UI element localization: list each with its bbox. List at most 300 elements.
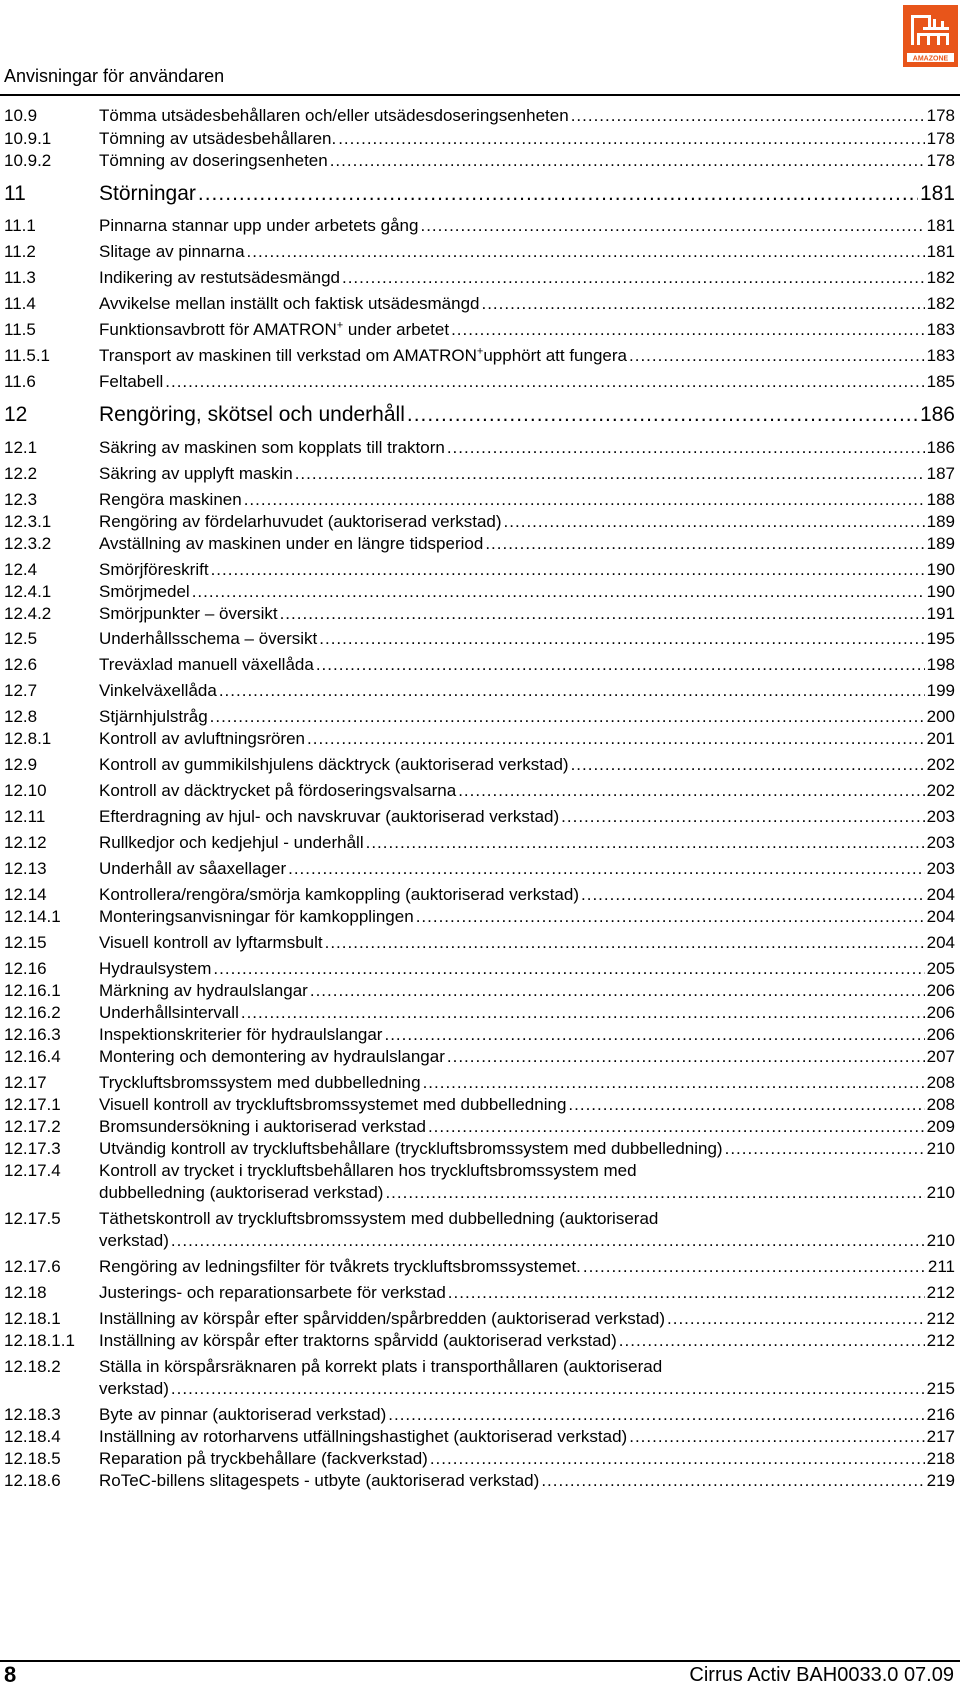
toc-entry-title-text: Inställning av körspår efter spårvidden/spårbredden (auktoriserad verkstad) bbox=[99, 1309, 666, 1328]
toc-entry-number: 12.18.5 bbox=[4, 1449, 61, 1468]
toc-entry-title-text: Kontrollera/rengöra/smörja kamkoppling (auktoriserad verkstad) bbox=[99, 885, 579, 904]
toc-entry[interactable] bbox=[0, 149, 955, 173]
toc-entry-continuation[interactable] bbox=[0, 1229, 955, 1253]
toc-entry-page: 204 bbox=[926, 885, 955, 904]
toc-entry-title-text: Rengöring, skötsel och underhåll bbox=[99, 403, 405, 426]
toc-entry-title bbox=[99, 104, 569, 128]
toc-entry-number: 12.4.1 bbox=[4, 582, 52, 601]
toc-entry-title-line bbox=[99, 401, 955, 429]
toc-entry-title-line bbox=[99, 1281, 955, 1305]
toc-entry-title-text: Underhåll av såaxellager bbox=[99, 859, 287, 878]
toc-entry-title bbox=[99, 1469, 539, 1493]
toc-entry-page: 201 bbox=[926, 729, 955, 748]
toc-entry-title-text: verkstad) bbox=[99, 1231, 169, 1250]
toc-entry-title-text: Tryckluftsbromssystem med dubbelledning bbox=[99, 1073, 421, 1092]
toc-entry-title bbox=[99, 653, 314, 677]
toc-entry-title-line bbox=[99, 1181, 955, 1205]
toc-entry[interactable] bbox=[0, 510, 955, 534]
toc-entry-title-text: RoTeC-billens slitagespets - utbyte (auktoriserad verkstad) bbox=[99, 1471, 540, 1490]
toc-entry-page: 191 bbox=[926, 604, 955, 623]
toc-entry-page: 200 bbox=[926, 707, 955, 726]
toc-dot-leader bbox=[458, 779, 924, 803]
toc-entry-title bbox=[99, 1403, 386, 1427]
toc-entry-page: 187 bbox=[926, 464, 955, 483]
toc-entry-title bbox=[99, 180, 196, 208]
toc-entry-title bbox=[99, 436, 445, 460]
toc-entry-title bbox=[99, 462, 293, 486]
toc-entry-title-suffix: upphört att fungera bbox=[483, 346, 627, 365]
toc-entry-number: 12.1 bbox=[4, 438, 38, 457]
toc-entry-title bbox=[99, 831, 364, 855]
toc-entry[interactable] bbox=[0, 1255, 955, 1279]
toc-entry-number: 12.17.2 bbox=[4, 1117, 61, 1136]
toc-dot-leader bbox=[423, 1071, 925, 1095]
toc-entry-page: 203 bbox=[926, 807, 955, 826]
toc-entry-page: 204 bbox=[926, 933, 955, 952]
toc-entry-title-text: Rengöring av fördelarhuvudet (auktoriserad verkstad) bbox=[99, 512, 502, 531]
toc-entry-title-text: Täthetskontroll av tryckluftsbromssystem med dubbelledning (auktoriserad bbox=[99, 1209, 659, 1228]
toc-entry[interactable] bbox=[0, 370, 955, 394]
toc-entry-title bbox=[99, 805, 559, 829]
toc-entry-title-line bbox=[99, 653, 955, 677]
toc-entry-title-line bbox=[99, 1115, 955, 1139]
toc-dot-leader bbox=[342, 266, 925, 290]
toc-entry-title bbox=[99, 1377, 169, 1401]
toc-entry-number: 12.15 bbox=[4, 933, 47, 952]
toc-entry-title-text: Feltabell bbox=[99, 372, 164, 391]
toc-entry-title-text: Efterdragning av hjul- och navskruvar (auktoriserad verkstad) bbox=[99, 807, 560, 826]
toc-entry-page: 206 bbox=[926, 1003, 955, 1022]
toc-entry-title-line bbox=[99, 679, 955, 703]
toc-entry-title bbox=[99, 558, 209, 582]
toc-dot-leader bbox=[430, 1447, 925, 1471]
toc-dot-leader bbox=[244, 488, 925, 512]
toc-entry-page: 189 bbox=[926, 534, 955, 553]
toc-entry-title bbox=[99, 905, 414, 929]
toc-entry-page: 185 bbox=[926, 372, 955, 391]
toc-entry[interactable] bbox=[0, 883, 955, 907]
toc-entry[interactable] bbox=[0, 1207, 955, 1231]
toc-entry-title bbox=[99, 370, 163, 394]
toc-entry-page: 186 bbox=[926, 438, 955, 457]
toc-entry-title bbox=[99, 1255, 581, 1279]
toc-entry-title bbox=[99, 1281, 446, 1305]
toc-entry-title-line bbox=[99, 1207, 955, 1231]
toc-entry[interactable] bbox=[0, 1403, 955, 1427]
toc-dot-leader bbox=[581, 883, 925, 907]
toc-entry-page: 178 bbox=[926, 106, 955, 125]
toc-entry[interactable] bbox=[0, 753, 955, 777]
toc-entry-page: 198 bbox=[926, 655, 955, 674]
toc-entry-title-text: Avvikelse mellan inställt och faktisk utsädesmängd bbox=[99, 294, 480, 313]
toc-entry-title-line bbox=[99, 753, 955, 777]
toc-entry-title-text: Transport av maskinen till verkstad om AMATRON bbox=[99, 346, 477, 365]
toc-dot-leader bbox=[338, 127, 924, 151]
toc-entry-title-text: Indikering av restutsädesmängd bbox=[99, 268, 340, 287]
toc-entry-page: 190 bbox=[926, 560, 955, 579]
toc-entry-title-line bbox=[99, 727, 955, 751]
toc-entry-title-line bbox=[99, 1071, 955, 1095]
toc-entry-title-line bbox=[99, 558, 955, 582]
toc-dot-leader bbox=[219, 679, 925, 703]
toc-entry-page: 190 bbox=[926, 582, 955, 601]
toc-entry-title-line bbox=[99, 240, 955, 264]
toc-entry-title-line bbox=[99, 627, 955, 651]
toc-entry-number: 12.18.1.1 bbox=[4, 1331, 75, 1350]
toc-entry[interactable] bbox=[0, 436, 955, 460]
toc-dot-leader bbox=[385, 1181, 924, 1205]
toc-entry-title bbox=[99, 957, 211, 981]
toc-dot-leader bbox=[241, 1001, 925, 1025]
header-title: Anvisningar för användaren bbox=[4, 66, 225, 86]
toc-dot-leader bbox=[619, 1329, 925, 1353]
toc-dot-leader bbox=[198, 180, 918, 208]
toc-entry-title-line bbox=[99, 1255, 955, 1279]
toc-entry[interactable] bbox=[0, 1447, 955, 1471]
toc-entry-title-line bbox=[99, 1137, 955, 1161]
toc-entry-title-text: Hydraulsystem bbox=[99, 959, 212, 978]
toc-entry[interactable] bbox=[0, 1001, 955, 1025]
toc-entry-title bbox=[99, 727, 305, 751]
toc-entry-title bbox=[99, 627, 317, 651]
toc-entry-number: 12.17.4 bbox=[4, 1161, 61, 1180]
toc-entry-number: 12.17.6 bbox=[4, 1257, 61, 1276]
toc-dot-leader bbox=[192, 580, 925, 604]
toc-dot-leader bbox=[583, 1255, 926, 1279]
toc-entry-title-line bbox=[99, 149, 955, 173]
toc-entry-number: 12.9 bbox=[4, 755, 38, 774]
toc-entry-number: 12.14.1 bbox=[4, 907, 61, 926]
toc-entry[interactable] bbox=[0, 240, 955, 264]
toc-entry-superscript: + bbox=[476, 345, 484, 358]
toc-entry-page: 195 bbox=[926, 629, 955, 648]
toc-entry-page: 188 bbox=[926, 490, 955, 509]
toc-dot-leader bbox=[407, 401, 918, 429]
toc-dot-leader bbox=[568, 1093, 924, 1117]
toc-entry-page: 186 bbox=[919, 403, 955, 426]
toc-entry-title-text: Rengöring av ledningsfilter för tvåkrets tryckluftsbromssystemet. bbox=[99, 1257, 581, 1276]
toc-entry-title-text: Utvändig kontroll av tryckluftsbehållare (tryckluftsbromssystem med dubbelledning) bbox=[99, 1139, 723, 1158]
toc-entry-number: 10.9 bbox=[4, 106, 38, 125]
toc-entry-title bbox=[99, 883, 579, 907]
toc-entry-title bbox=[99, 149, 328, 173]
toc-entry-page: 209 bbox=[926, 1117, 955, 1136]
toc-entry-title-line bbox=[99, 857, 955, 881]
toc-entry-title-line bbox=[99, 883, 955, 907]
toc-entry-page: 202 bbox=[926, 781, 955, 800]
toc-entry-title-line bbox=[99, 488, 955, 512]
toc-entry[interactable] bbox=[0, 1093, 955, 1117]
toc-entry-title-text: Tömma utsädesbehållaren och/eller utsädesdoseringsenheten bbox=[99, 106, 569, 125]
toc-entry[interactable] bbox=[0, 532, 955, 556]
toc-entry-number: 12 bbox=[4, 403, 28, 426]
toc-entry-title-text: Kontroll av avluftningsrören bbox=[99, 729, 306, 748]
toc-entry-title-text: Vinkelväxellåda bbox=[99, 681, 217, 700]
toc-entry[interactable] bbox=[0, 344, 955, 368]
toc-entry-number: 11.1 bbox=[4, 216, 36, 235]
toc-entry-page: 189 bbox=[926, 512, 955, 531]
toc-entry-title-text: Märkning av hydraulslangar bbox=[99, 981, 308, 1000]
toc-entry[interactable] bbox=[0, 558, 955, 582]
toc-entry[interactable] bbox=[0, 1115, 955, 1139]
toc-entry[interactable] bbox=[0, 1137, 955, 1161]
toc-entry-page: 178 bbox=[926, 129, 955, 148]
toc-entry-number: 11.2 bbox=[4, 242, 36, 261]
toc-dot-leader bbox=[725, 1137, 925, 1161]
toc-entry[interactable] bbox=[0, 292, 955, 316]
toc-entry-page: 183 bbox=[926, 320, 955, 339]
toc-entry-title-text: Kontroll av gummikilshjulens däcktryck (auktoriserad verkstad) bbox=[99, 755, 569, 774]
toc-entry[interactable] bbox=[0, 705, 955, 729]
toc-entry-title-line bbox=[99, 1159, 955, 1183]
toc-entry[interactable] bbox=[0, 905, 955, 929]
toc-entry-title-text: Reparation på tryckbehållare (fackverkstad) bbox=[99, 1449, 428, 1468]
toc-entry-title-text: Underhållsintervall bbox=[99, 1003, 239, 1022]
toc-entry-title bbox=[99, 979, 308, 1003]
toc-entry[interactable] bbox=[0, 214, 955, 238]
toc-entry[interactable] bbox=[0, 266, 955, 290]
toc-entry-page: 207 bbox=[926, 1047, 955, 1066]
toc-entry-title-text: Kontroll av trycket i tryckluftsbehållaren hos tryckluftsbromssystem med bbox=[99, 1161, 637, 1180]
toc-dot-leader bbox=[541, 1469, 924, 1493]
toc-entry[interactable] bbox=[0, 1045, 955, 1069]
toc-entry-page: 210 bbox=[926, 1231, 955, 1250]
toc-entry-title bbox=[99, 292, 479, 316]
toc-entry-page: 181 bbox=[926, 242, 955, 261]
toc-entry-title bbox=[99, 214, 418, 238]
toc-entry[interactable] bbox=[0, 957, 955, 981]
toc-entry[interactable] bbox=[0, 1329, 955, 1353]
toc-entry-title-text: Justerings- och reparationsarbete för verkstad bbox=[99, 1283, 446, 1302]
toc-entry[interactable] bbox=[0, 104, 955, 128]
toc-entry-title bbox=[99, 679, 217, 703]
toc-entry-title-line bbox=[99, 1229, 955, 1253]
toc-entry-continuation[interactable] bbox=[0, 1377, 955, 1401]
toc-entry-number: 11.4 bbox=[4, 294, 36, 313]
toc-entry[interactable] bbox=[0, 602, 955, 626]
footer-rule bbox=[0, 1660, 960, 1662]
toc-entry[interactable] bbox=[0, 931, 955, 955]
toc-entry-title-line bbox=[99, 1377, 955, 1401]
toc-entry-title-text: Avställning av maskinen under en längre tidsperiod bbox=[99, 534, 484, 553]
toc-entry-title-text: Ställa in körspårsräknaren på korrekt plats i transporthållaren (auktoriserad bbox=[99, 1357, 663, 1376]
toc-entry-title-line bbox=[99, 705, 955, 729]
toc-entry-title-line bbox=[99, 1093, 955, 1117]
footer-document-reference: Cirrus Activ BAH0033.0 07.09 bbox=[689, 1664, 954, 1686]
toc-entry-number: 12.14 bbox=[4, 885, 47, 904]
toc-entry-page: 217 bbox=[926, 1427, 955, 1446]
toc-entry-title-line bbox=[99, 266, 955, 290]
toc-entry-title-text: Visuell kontroll av tryckluftsbromssystemet med dubbelledning bbox=[99, 1095, 567, 1114]
toc-entry-title-text: Kontroll av däcktrycket på fördoseringsvalsarna bbox=[99, 781, 457, 800]
toc-entry[interactable] bbox=[0, 679, 955, 703]
toc-dot-leader bbox=[571, 104, 925, 128]
toc-dot-leader bbox=[448, 1281, 925, 1305]
toc-dot-leader bbox=[171, 1229, 925, 1253]
toc-entry[interactable] bbox=[0, 627, 955, 651]
toc-entry-title bbox=[99, 240, 245, 264]
toc-entry-title-text: Treväxlad manuell växellåda bbox=[99, 655, 314, 674]
toc-dot-leader bbox=[295, 462, 925, 486]
toc-entry-number: 11.3 bbox=[4, 268, 36, 287]
toc-entry-title bbox=[99, 1093, 566, 1117]
toc-entry-title-line bbox=[99, 805, 955, 829]
toc-entry[interactable] bbox=[0, 1281, 955, 1305]
toc-entry-title bbox=[99, 488, 242, 512]
toc-entry-title-text: Störningar bbox=[99, 182, 196, 205]
toc-entry[interactable] bbox=[0, 127, 955, 151]
toc-entry-title bbox=[99, 344, 627, 368]
toc-entry-page: 203 bbox=[926, 833, 955, 852]
toc-entry-number: 12.17.1 bbox=[4, 1095, 61, 1114]
toc-entry-title-line bbox=[99, 104, 955, 128]
toc-dot-leader bbox=[447, 436, 925, 460]
toc-entry-title-line bbox=[99, 831, 955, 855]
toc-dot-leader bbox=[316, 653, 925, 677]
toc-entry-title bbox=[99, 127, 336, 151]
toc-entry[interactable] bbox=[0, 180, 955, 208]
toc-entry-title bbox=[99, 510, 502, 534]
toc-dot-leader bbox=[416, 905, 925, 929]
toc-entry-page: 182 bbox=[926, 268, 955, 287]
toc-dot-leader bbox=[213, 957, 924, 981]
toc-entry-title-text: Tömning av doseringsenheten bbox=[99, 151, 328, 170]
toc-entry[interactable] bbox=[0, 401, 955, 429]
toc-entry[interactable] bbox=[0, 318, 955, 342]
toc-entry[interactable] bbox=[0, 979, 955, 1003]
toc-entry-number: 11.6 bbox=[4, 372, 36, 391]
toc-dot-leader bbox=[165, 370, 924, 394]
svg-text:AMAZONE: AMAZONE bbox=[912, 55, 949, 63]
toc-entry[interactable] bbox=[0, 1307, 955, 1331]
toc-entry-title bbox=[99, 401, 405, 429]
toc-entry-number: 10.9.1 bbox=[4, 129, 52, 148]
toc-dot-leader bbox=[481, 292, 924, 316]
toc-entry-title bbox=[99, 1115, 426, 1139]
toc-dot-leader bbox=[310, 979, 925, 1003]
toc-entry-title-text: Inspektionskriterier för hydraulslangar bbox=[99, 1025, 383, 1044]
toc-dot-leader bbox=[629, 344, 925, 368]
toc-entry-continuation[interactable] bbox=[0, 1181, 955, 1205]
toc-dot-leader bbox=[667, 1307, 925, 1331]
toc-entry-number: 12.16.4 bbox=[4, 1047, 61, 1066]
toc-entry-number: 12.16 bbox=[4, 959, 47, 978]
toc-entry-title-text: Funktionsavbrott för AMATRON bbox=[99, 320, 337, 339]
toc-entry-title-text: Monteringsanvisningar för kamkopplingen bbox=[99, 907, 414, 926]
toc-entry-title-line bbox=[99, 1403, 955, 1427]
toc-entry-number: 11 bbox=[4, 182, 26, 205]
toc-entry-superscript: + bbox=[336, 319, 344, 332]
toc-entry[interactable] bbox=[0, 1023, 955, 1047]
toc-entry-title bbox=[99, 532, 483, 556]
toc-dot-leader bbox=[388, 1403, 924, 1427]
toc-entry[interactable] bbox=[0, 653, 955, 677]
toc-entry-page: 212 bbox=[926, 1283, 955, 1302]
toc-entry-page: 211 bbox=[927, 1257, 955, 1276]
toc-entry-title-line bbox=[99, 292, 955, 316]
toc-entry[interactable] bbox=[0, 831, 955, 855]
toc-entry-title-text: Montering och demontering av hydraulslangar bbox=[99, 1047, 445, 1066]
toc-entry-number: 12.17.3 bbox=[4, 1139, 61, 1158]
toc-entry-page: 216 bbox=[926, 1405, 955, 1424]
toc-entry[interactable] bbox=[0, 857, 955, 881]
toc-entry-number: 12.3.1 bbox=[4, 512, 52, 531]
toc-entry[interactable] bbox=[0, 805, 955, 829]
toc-entry-title-text: verkstad) bbox=[99, 1379, 169, 1398]
toc-entry-title-line bbox=[99, 370, 955, 394]
toc-entry[interactable] bbox=[0, 488, 955, 512]
toc-entry[interactable] bbox=[0, 1469, 955, 1493]
toc-entry-number: 12.8.1 bbox=[4, 729, 52, 748]
toc-entry-number: 12.3 bbox=[4, 490, 38, 509]
toc-entry[interactable] bbox=[0, 462, 955, 486]
toc-entry-number: 12.18 bbox=[4, 1283, 47, 1302]
toc-entry-page: 181 bbox=[926, 216, 955, 235]
toc-entry-title-line bbox=[99, 602, 955, 626]
toc-entry-number: 12.4.2 bbox=[4, 604, 52, 623]
toc-dot-leader bbox=[561, 805, 924, 829]
toc-entry-page: 183 bbox=[926, 346, 955, 365]
toc-entry-title-text: Pinnarna stannar upp under arbetets gång bbox=[99, 216, 419, 235]
toc-entry-title bbox=[99, 779, 456, 803]
toc-entry-number: 12.12 bbox=[4, 833, 47, 852]
toc-entry-title-text: Rullkedjor och kedjehjul - underhåll bbox=[99, 833, 364, 852]
toc-entry-title bbox=[99, 1071, 421, 1095]
toc-entry-title-text: Visuell kontroll av lyftarmsbult bbox=[99, 933, 323, 952]
toc-dot-leader bbox=[571, 753, 925, 777]
toc-entry-page: 210 bbox=[926, 1139, 955, 1158]
toc-entry[interactable] bbox=[0, 1355, 955, 1379]
toc-entry-title bbox=[99, 931, 323, 955]
toc-dot-leader bbox=[451, 318, 925, 342]
toc-dot-leader bbox=[428, 1115, 925, 1139]
toc-entry-title bbox=[99, 318, 449, 342]
toc-entry-page: 206 bbox=[926, 1025, 955, 1044]
toc-entry-title bbox=[99, 705, 208, 729]
toc-entry-title bbox=[99, 1137, 723, 1161]
toc-entry-title bbox=[99, 1329, 617, 1353]
toc-entry-title-text: Rengöra maskinen bbox=[99, 490, 242, 509]
toc-entry-page: 203 bbox=[926, 859, 955, 878]
toc-dot-leader bbox=[447, 1045, 925, 1069]
toc-entry-title bbox=[99, 1001, 239, 1025]
toc-dot-leader bbox=[504, 510, 925, 534]
toc-entry-title bbox=[99, 1045, 445, 1069]
toc-dot-leader bbox=[366, 831, 925, 855]
toc-entry-number: 11.5.1 bbox=[4, 346, 51, 365]
toc-entry-title-line bbox=[99, 1001, 955, 1025]
toc-entry-number: 12.16.1 bbox=[4, 981, 61, 1000]
toc-entry-title-line bbox=[99, 436, 955, 460]
toc-dot-leader bbox=[280, 602, 925, 626]
toc-entry-title-line bbox=[99, 1023, 955, 1047]
toc-entry-title-line bbox=[99, 957, 955, 981]
toc-entry-title-line bbox=[99, 580, 955, 604]
toc-dot-leader bbox=[171, 1377, 925, 1401]
toc-entry[interactable] bbox=[0, 727, 955, 751]
toc-entry[interactable] bbox=[0, 1071, 955, 1095]
toc-entry[interactable] bbox=[0, 1425, 955, 1449]
toc-dot-leader bbox=[210, 705, 925, 729]
toc-entry[interactable] bbox=[0, 580, 955, 604]
toc-entry[interactable] bbox=[0, 779, 955, 803]
toc-entry[interactable] bbox=[0, 1159, 955, 1183]
toc-entry-page: 208 bbox=[926, 1095, 955, 1114]
toc-entry-page: 205 bbox=[926, 959, 955, 978]
toc-entry-page: 208 bbox=[926, 1073, 955, 1092]
toc-entry-number: 12.8 bbox=[4, 707, 38, 726]
toc-entry-number: 12.3.2 bbox=[4, 534, 52, 553]
